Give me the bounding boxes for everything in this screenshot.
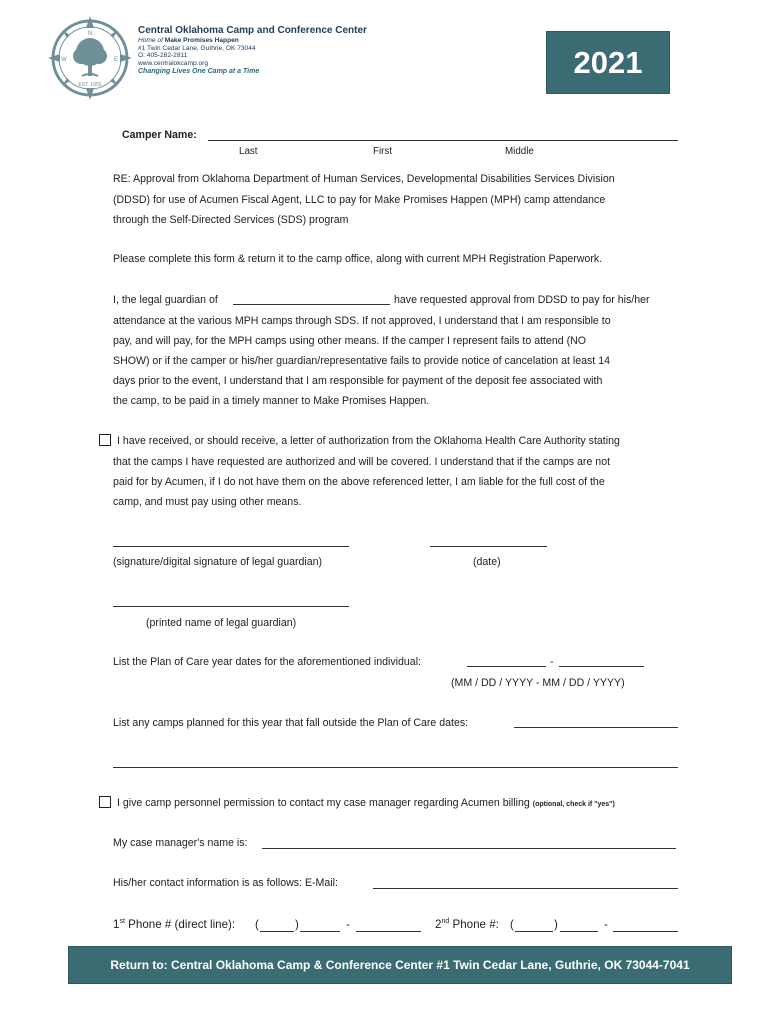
guardian-line-1b: have requested approval from DDSD to pay for his/her [394,294,650,306]
plan-of-care-label: List the Plan of Care year dates for the aforementioned individual: [113,656,421,668]
phone-2-prefix-field[interactable] [560,931,598,932]
return-address-footer: Return to: Central Oklahoma Camp & Conference Center #1 Twin Cedar Lane, Guthrie, OK 73044-7041 [68,946,732,984]
camper-name-label: Camper Name: [122,129,197,141]
authorization-line-1: I have received, or should receive, a letter of authorization from the Oklahoma Health Care Authority stating [117,435,620,447]
permission-label: I give camp personnel permission to contact my case manager regarding Acumen billing [117,797,530,809]
logo-east-letter: E [113,57,119,63]
org-phone: O: 405-282-2811 [138,52,188,60]
camper-first-label: First [373,146,393,157]
case-manager-name-label: My case manager's name is: [113,837,248,849]
signature-label: (signature/digital signature of legal guardian) [113,556,323,568]
phone-1-paren-open: ( [255,918,259,931]
camps-outside-field-2[interactable] [113,767,678,768]
phone-2-line-field[interactable] [613,931,678,932]
plan-date-format: (MM / DD / YYYY - MM / DD / YYYY) [451,677,625,689]
home-of-name: Make Promises Happen [164,36,239,44]
guardian-line-2: attendance at the various MPH camps through SDS. If not approved, I understand that I am responsible to [113,315,611,327]
organization-logo [48,16,132,100]
phone-2-area-code-field[interactable] [515,931,553,932]
plan-start-date-field[interactable] [467,666,546,667]
guardian-line-6: the camp, to be paid in a timely manner to Make Promises Happen. [113,395,430,407]
camper-middle-label: Middle [505,146,534,157]
re-line-3: through the Self-Directed Services (SDS) program [113,214,349,226]
authorization-letter-checkbox[interactable] [99,434,111,446]
instructions-text: Please complete this form & return it to the camp office, along with current MPH Registration Paperwork. [113,253,603,265]
case-manager-permission-checkbox[interactable] [99,796,111,808]
signature-field[interactable] [113,546,349,547]
permission-text [117,797,615,809]
phone-2-dash: - [604,918,608,931]
case-manager-name-field[interactable] [262,848,676,849]
plan-dash: - [550,656,554,668]
printed-name-label: (printed name of legal guardian) [146,617,297,629]
phone-2-paren-close: ) [554,918,558,931]
camps-outside-label: List any camps planned for this year that fall outside the Plan of Care dates: [113,717,469,729]
authorization-line-4: camp, and must pay using other means. [113,496,302,508]
camper-last-label: Last [239,146,258,157]
camps-outside-field[interactable] [514,727,678,728]
home-of-prefix: Home of [138,36,163,44]
re-line-2: (DDSD) for use of Acumen Fiscal Agent, LLC to pay for Make Promises Happen (MPH) camp attendance [113,194,606,206]
phone-1-area-code-field[interactable] [260,931,294,932]
phone-1-label-text: Phone # (direct line): [128,918,236,931]
year-badge: 2021 [546,31,670,94]
plan-end-date-field[interactable] [559,666,644,667]
org-website: www.centralokcamp.org [138,60,208,68]
org-address: #1 Twin Cedar Lane, Guthrie, OK 73044 [138,44,256,52]
authorization-line-2: that the camps I have requested are authorized and will be covered. I understand that if the camps are not [113,456,611,468]
phone-1-label [113,918,235,931]
date-field[interactable] [430,546,547,547]
compass-tree-logo-icon [48,16,132,100]
phone-1-prefix-field[interactable] [300,931,340,932]
guardian-line-5: days prior to the event, I understand that I am responsible for payment of the deposit fee associated with [113,375,603,387]
org-home-of [138,37,367,45]
phone-1-line-field[interactable] [356,931,421,932]
case-manager-email-field[interactable] [373,888,678,889]
phone-1-ordinal: st [119,918,125,926]
org-tagline: Changing Lives One Camp at a Time [138,67,260,75]
org-name: Central Oklahoma Camp and Conference Center [138,25,367,36]
re-line-1: RE: Approval from Oklahoma Department of Human Services, Developmental Disabilities Services Division [113,173,615,185]
authorization-line-3: paid for by Acumen, if I do not have them on the above referenced letter, I am liable for the full cost of the [113,476,605,488]
guardian-line-1a: I, the legal guardian of [113,294,218,306]
phone-2-ordinal: nd [441,918,450,926]
guardian-line-3: pay, and will pay, for the MPH camps using other means. If the camper I represent fails to attend (NO [113,335,587,347]
logo-north-letter: N [87,31,93,37]
camper-name-field[interactable] [208,140,678,141]
date-label: (date) [473,556,501,568]
phone-2-label [435,918,499,931]
phone-1-number: 1 [113,918,120,931]
printed-name-field[interactable] [113,606,349,607]
guardian-of-name-field[interactable] [233,304,390,305]
phone-2-paren-open: ( [510,918,514,931]
phone-2-number: 2 [435,918,442,931]
logo-seal-text: EST. 1955 [78,82,102,88]
guardian-line-4: SHOW) or if the camper or his/her guardian/representative fails to provide notice of cancelation at least 14 [113,355,610,367]
logo-west-letter: W [61,57,67,63]
permission-optional-note: (optional, check if "yes") [532,801,615,808]
organization-info [138,25,367,76]
phone-2-label-text: Phone #: [452,918,499,931]
phone-1-paren-close: ) [295,918,299,931]
case-manager-email-label: His/her contact information is as follows: E-Mail: [113,877,338,889]
phone-1-dash: - [346,918,350,931]
